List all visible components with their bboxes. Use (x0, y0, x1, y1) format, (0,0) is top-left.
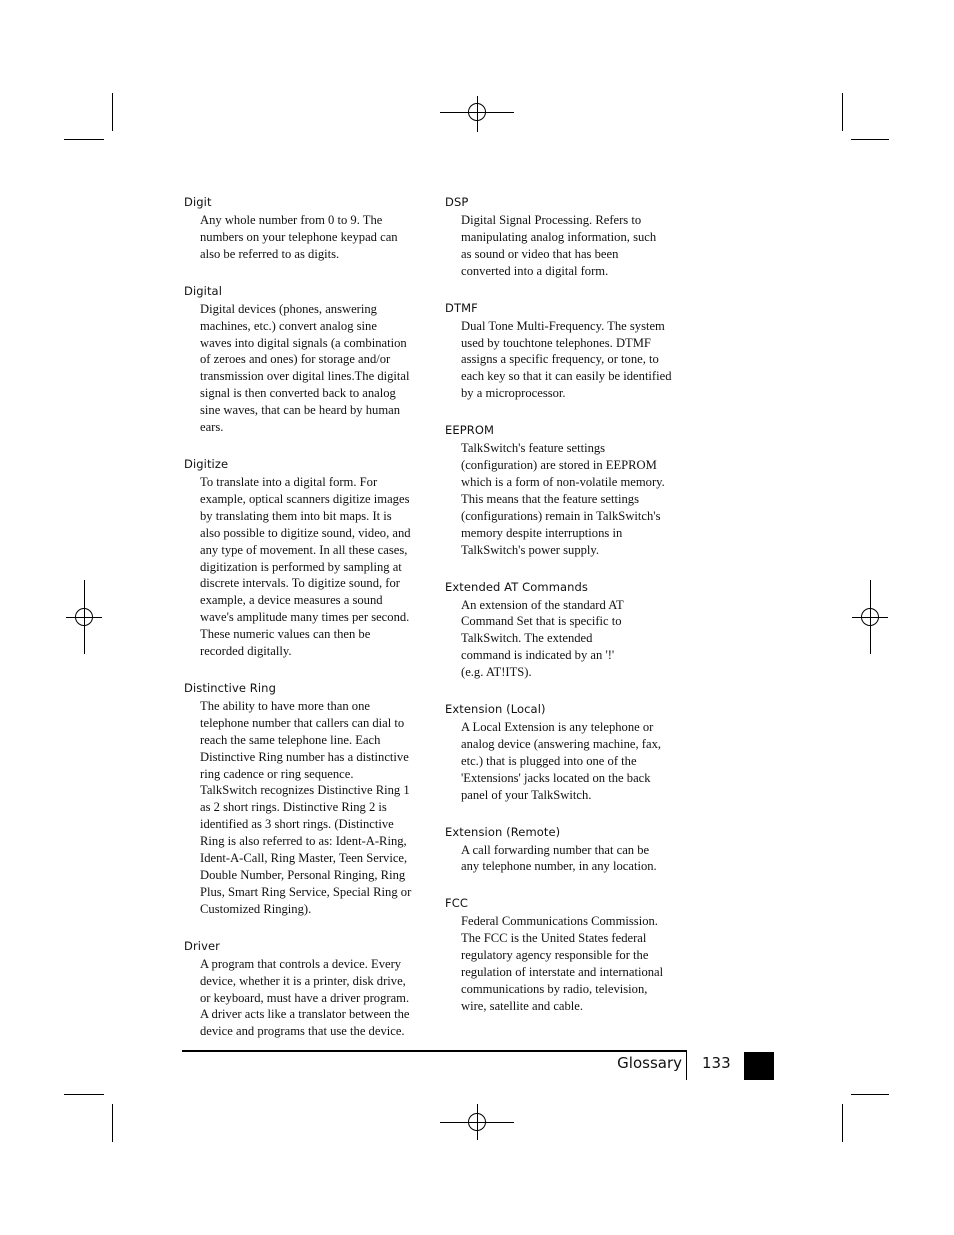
definition-line: Plus, Smart Ring Service, Special Ring or (200, 884, 412, 899)
definition-line: also be referred to as digits. (200, 246, 340, 261)
glossary-term: DTMF (445, 300, 478, 315)
definition-line: any type of movement. In all these cases, (200, 542, 408, 557)
definition-line: discrete intervals. To digitize sound, for (200, 576, 400, 591)
definition-line: device, whether it is a printer, disk drive, (200, 973, 406, 988)
definition-line: To translate into a digital form. For (200, 474, 378, 489)
registration-circle (861, 608, 879, 626)
glossary-entry-digitize (184, 456, 434, 660)
glossary-definition (461, 842, 691, 876)
glossary-definition (200, 301, 430, 436)
definition-line: 'Extensions' jacks located on the back (461, 770, 651, 785)
definition-line: Dual Tone Multi-Frequency. The system (461, 318, 665, 333)
definition-line: These numeric values can then be (200, 627, 371, 642)
definition-line: as 2 short rings. Distinctive Ring 2 is (200, 800, 387, 815)
definition-line: recorded digitally. (200, 644, 292, 659)
glossary-definition (461, 597, 691, 682)
definition-line: also possible to digitize sound, video, and (200, 525, 411, 540)
definition-line: (e.g. AT!ITS). (461, 665, 532, 680)
glossary-entry-dtmf (445, 300, 695, 403)
crop-mark (842, 93, 843, 131)
definition-line: memory despite interruptions in (461, 525, 623, 540)
definition-line: TalkSwitch's power supply. (461, 542, 600, 557)
glossary-definition (461, 440, 691, 558)
crop-mark (112, 93, 113, 131)
definition-line: numbers on your telephone keypad can (200, 229, 398, 244)
definition-line: Distinctive Ring number has a distinctive (200, 749, 409, 764)
glossary-term: Driver (184, 938, 220, 953)
definition-line: A Local Extension is any telephone or (461, 720, 654, 735)
glossary-term: Digital (184, 283, 222, 298)
definition-line: example, optical scanners digitize images (200, 491, 410, 506)
definition-line: which is a form of non-volatile memory. (461, 474, 665, 489)
definition-line: Digital Signal Processing. Refers to (461, 213, 642, 227)
definition-line: by a microprocessor. (461, 386, 566, 401)
glossary-definition (200, 698, 430, 918)
definition-line: wire, satellite and cable. (461, 998, 584, 1013)
glossary-term: FCC (445, 896, 468, 911)
definition-line: or keyboard, must have a driver program. (200, 990, 410, 1005)
definition-line: Any whole number from 0 to 9. The (200, 213, 383, 227)
registration-circle (468, 103, 486, 121)
definition-line: regulatory agency responsible for the (461, 948, 649, 963)
glossary-term: Digit (184, 195, 212, 209)
glossary-entry-distinctive-ring (184, 680, 434, 918)
definition-line: regulation of interstate and international (461, 965, 664, 980)
crop-mark (112, 1104, 113, 1142)
definition-line: reach the same telephone line. Each (200, 732, 381, 747)
definition-line: This means that the feature settings (461, 491, 640, 506)
glossary-right-column (445, 194, 695, 1015)
glossary-entry-dsp (445, 194, 695, 280)
definition-line: A call forwarding number that can be (461, 842, 650, 857)
glossary-left-column (184, 194, 434, 1040)
definition-line: manipulating analog information, such (461, 229, 657, 244)
definition-line: digitization is performed by sampling at (200, 559, 402, 574)
glossary-entry-eeprom (445, 422, 695, 558)
definition-line: ears. (200, 420, 224, 435)
definition-line: A program that controls a device. Every (200, 956, 402, 971)
definition-line: used by touchtone telephones. DTMF (461, 335, 651, 350)
definition-line: by translating them into bit maps. It is (200, 508, 392, 523)
definition-line: signal is then converted back to analog (200, 386, 396, 401)
footer-section-title: Glossary (617, 1054, 682, 1072)
definition-line: (configurations) remain in TalkSwitch's (461, 508, 661, 523)
crop-mark (851, 1094, 889, 1095)
glossary-entry-driver (184, 938, 434, 1041)
definition-line: TalkSwitch's feature settings (461, 441, 606, 456)
glossary-entry-digital (184, 283, 434, 436)
definition-line: wave's amplitude many times per second. (200, 610, 410, 625)
glossary-entry-extended-at-commands (445, 579, 695, 682)
definition-line: (configuration) are stored in EEPROM (461, 458, 657, 473)
definition-line: telephone number that callers can dial to (200, 715, 405, 730)
definition-line: communications by radio, television, (461, 982, 648, 996)
glossary-entry-extension-remote (445, 824, 695, 876)
thumb-tab (744, 1052, 774, 1080)
definition-line: Customized Ringing). (200, 901, 312, 916)
definition-line: converted into a digital form. (461, 263, 609, 278)
definition-line: panel of your TalkSwitch. (461, 787, 592, 802)
registration-circle (75, 608, 93, 626)
definition-line: An extension of the standard AT (461, 597, 624, 612)
definition-line: Federal Communications Commission. (461, 914, 658, 929)
definition-line: example, a device measures a sound (200, 593, 383, 608)
definition-line: TalkSwitch recognizes Distinctive Ring 1 (200, 783, 410, 798)
definition-line: A driver acts like a translator between the (200, 1007, 410, 1022)
glossary-definition (461, 318, 691, 403)
glossary-definition (200, 956, 430, 1041)
glossary-entry-fcc (445, 895, 695, 1014)
definition-line: machines, etc.) convert analog sine (200, 318, 377, 333)
crop-mark (64, 139, 104, 140)
definition-line: Ring is also referred to as: Ident-A-Ring, (200, 834, 407, 849)
definition-line: analog device (answering machine, fax, (461, 736, 662, 751)
glossary-definition (461, 719, 691, 804)
footer-divider (686, 1052, 687, 1080)
glossary-term: EEPROM (445, 423, 495, 438)
glossary-term: Extension (Remote) (445, 824, 561, 839)
definition-line: ring cadence or ring sequence. (200, 766, 354, 781)
definition-line: etc.) that is plugged into one of the (461, 753, 637, 768)
crop-mark (851, 139, 889, 140)
glossary-definition (200, 212, 430, 263)
crop-mark (842, 1104, 843, 1142)
page-number: 133 (702, 1054, 731, 1072)
definition-line: TalkSwitch. The extended (461, 631, 593, 646)
glossary-definition (461, 913, 691, 1014)
definition-line: device and programs that use the device. (200, 1024, 405, 1039)
definition-line: The FCC is the United States federal (461, 931, 647, 946)
definition-line: waves into digital signals (a combination (200, 335, 407, 350)
definition-line: sine waves, that can be heard by human (200, 403, 401, 418)
definition-line: transmission over digital lines.The digital (200, 369, 410, 384)
definition-line: Command Set that is specific to (461, 614, 622, 629)
registration-circle (468, 1113, 486, 1131)
definition-line: any telephone number, in any location. (461, 859, 657, 874)
footer-rule (182, 1050, 687, 1052)
glossary-definition (200, 474, 430, 660)
definition-line: Ident-A-Call, Ring Master, Teen Service, (200, 851, 408, 866)
definition-line: Digital devices (phones, answering (200, 301, 377, 316)
definition-line: command is indicated by an '!' (461, 648, 615, 663)
glossary-term: Digitize (184, 456, 229, 471)
glossary-term: Extended AT Commands (445, 579, 589, 594)
definition-line: each key so that it can easily be identified (461, 369, 672, 384)
definition-line: assigns a specific frequency, or tone, to (461, 352, 659, 367)
glossary-term: DSP (445, 195, 469, 209)
glossary-entry-extension-local (445, 701, 695, 804)
glossary-term: Distinctive Ring (184, 680, 276, 695)
definition-line: as sound or video that has been (461, 246, 619, 261)
definition-line: Double Number, Personal Ringing, Ring (200, 868, 406, 882)
definition-line: of zeroes and ones) for storage and/or (200, 352, 391, 367)
glossary-term: Extension (Local) (445, 702, 546, 717)
definition-line: The ability to have more than one (200, 698, 370, 713)
definition-line: identified as 3 short rings. (Distinctive (200, 817, 394, 832)
glossary-entry-digit (184, 194, 434, 263)
glossary-definition (461, 212, 691, 280)
crop-mark (64, 1094, 104, 1095)
